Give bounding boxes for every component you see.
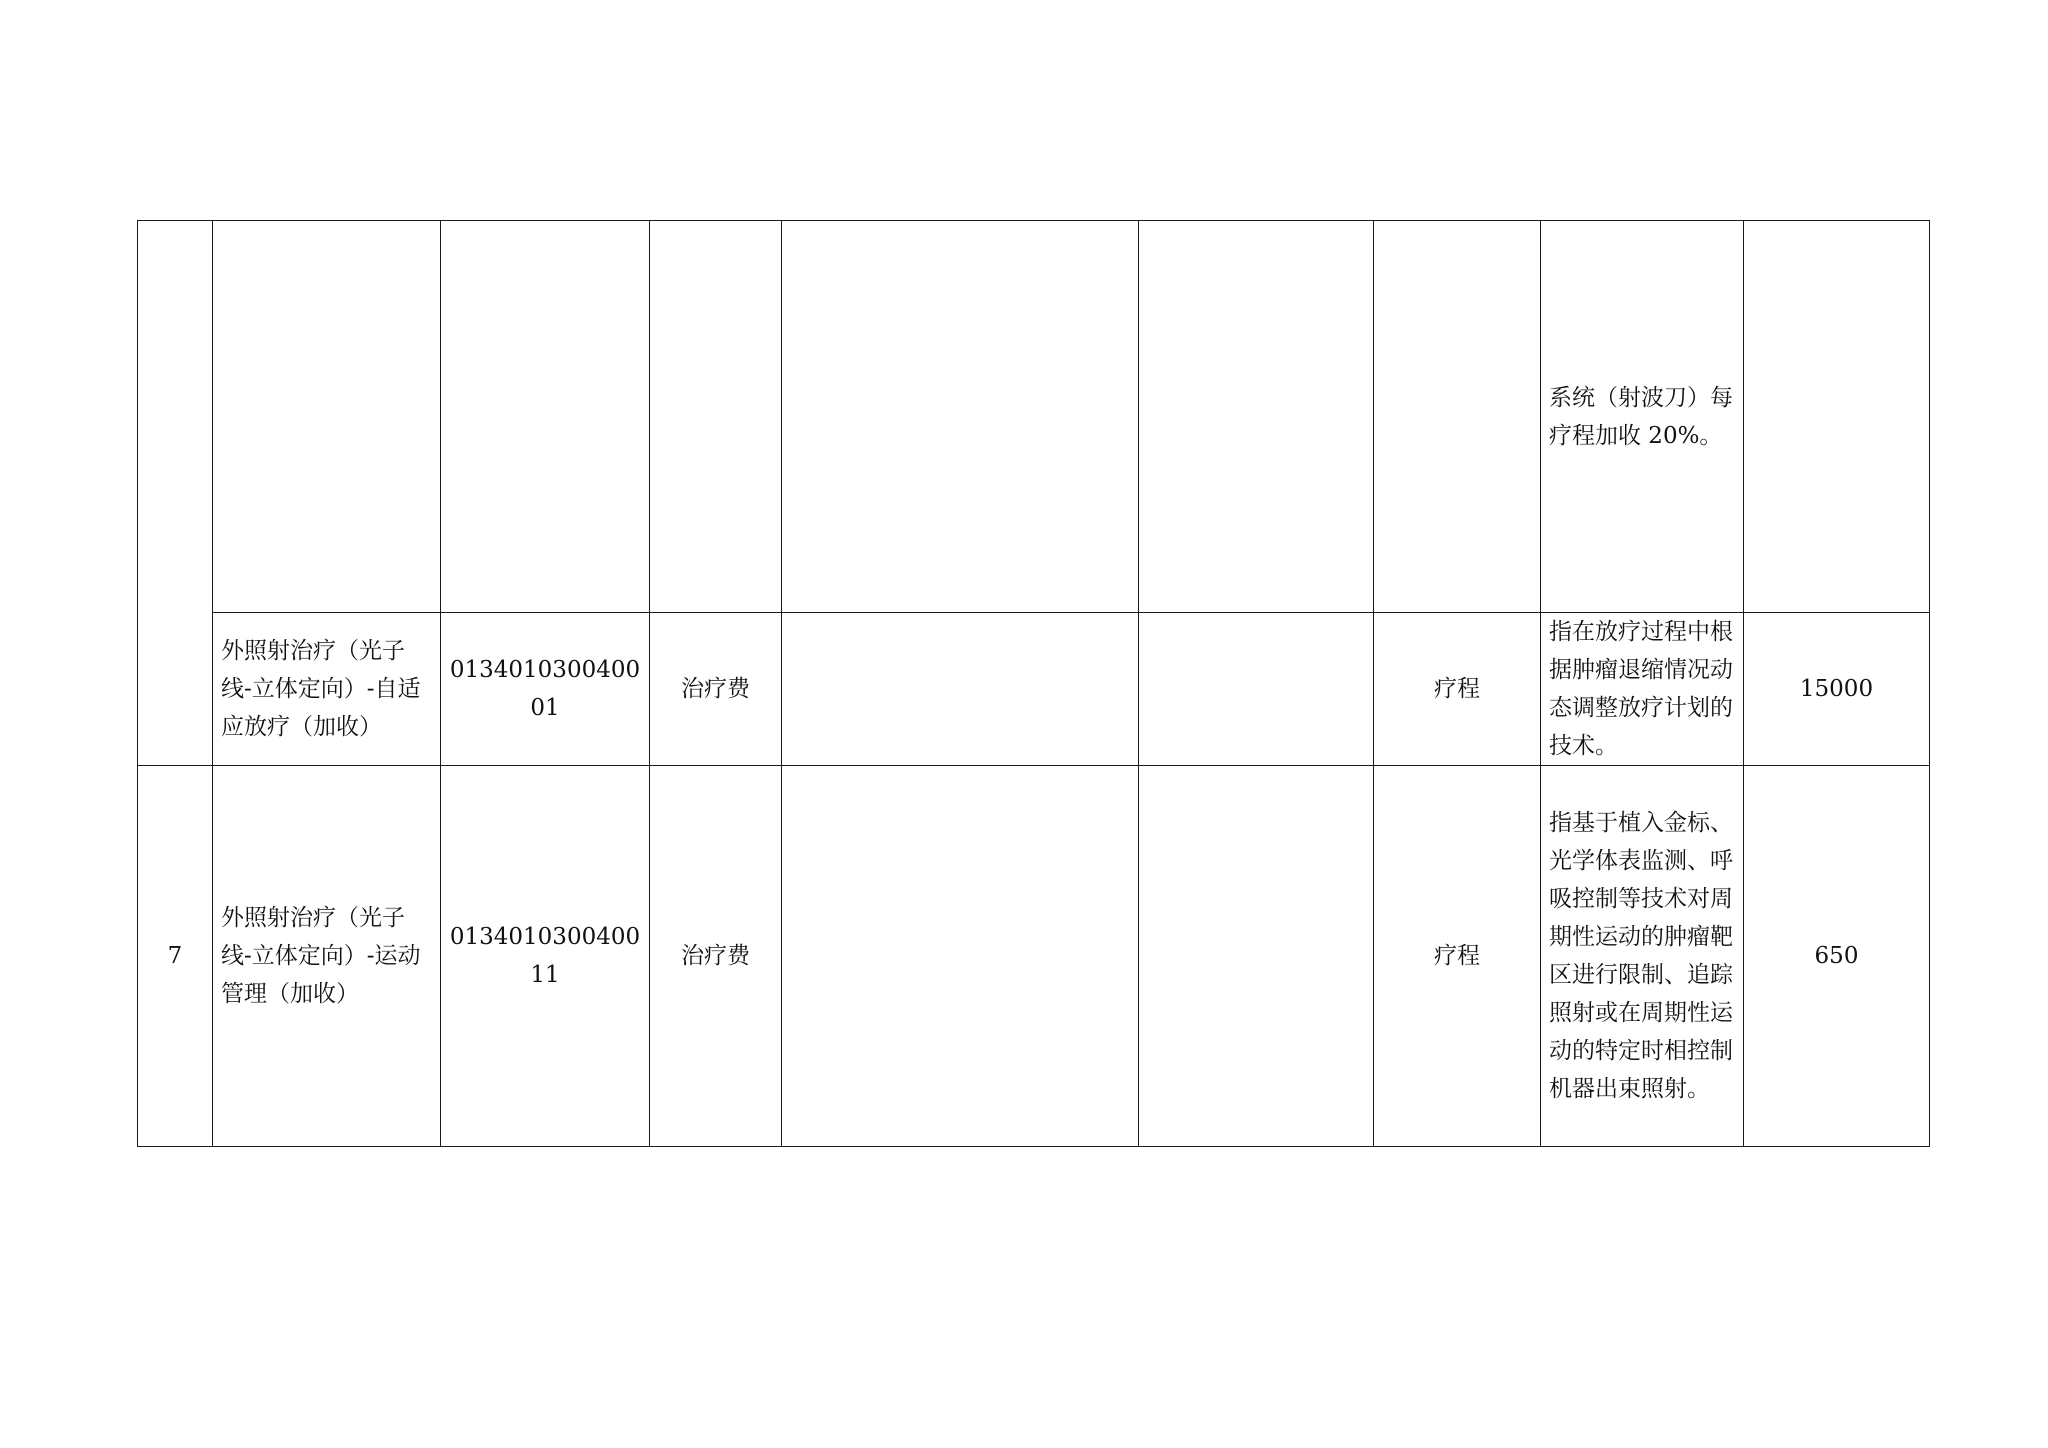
- content-cell: [782, 766, 1139, 1147]
- seq-cell: 7: [138, 766, 213, 1147]
- category-cell: 治疗费: [650, 766, 782, 1147]
- price-cell: 650: [1744, 766, 1930, 1147]
- description-cell: 系统（射波刀）每疗程加收 20%。: [1541, 221, 1744, 613]
- content-cell: [782, 221, 1139, 613]
- category-cell: [650, 221, 782, 613]
- price-cell: [1744, 221, 1930, 613]
- description-cell: 指在放疗过程中根据肿瘤退缩情况动态调整放疗计划的技术。: [1541, 613, 1744, 766]
- unit-cell: [1374, 221, 1541, 613]
- content-cell: [782, 613, 1139, 766]
- item-code-cell: [441, 221, 650, 613]
- description-cell: 指基于植入金标、光学体表监测、呼吸控制等技术对周期性运动的肿瘤靶区进行限制、追踪照射或在周期性运动的特定时相控制机器出束照射。: [1541, 766, 1744, 1147]
- item-name-cell: 外照射治疗（光子线-立体定向）-运动管理（加收）: [213, 766, 441, 1147]
- table-row: [138, 766, 1930, 1147]
- seq-cell: [138, 221, 213, 766]
- price-cell: 15000: [1744, 613, 1930, 766]
- unit-cell: 疗程: [1374, 613, 1541, 766]
- table-row: [138, 613, 1930, 766]
- table-row: [138, 221, 1930, 613]
- item-code-cell: 013401030040011: [441, 766, 650, 1147]
- item-code-cell: 013401030040001: [441, 613, 650, 766]
- category-cell: 治疗费: [650, 613, 782, 766]
- excluded-cell: [1139, 766, 1374, 1147]
- unit-cell: 疗程: [1374, 766, 1541, 1147]
- item-name-cell: 外照射治疗（光子线-立体定向）-自适应放疗（加收）: [213, 613, 441, 766]
- item-name-cell: [213, 221, 441, 613]
- excluded-cell: [1139, 613, 1374, 766]
- excluded-cell: [1139, 221, 1374, 613]
- price-table: [137, 220, 1930, 1147]
